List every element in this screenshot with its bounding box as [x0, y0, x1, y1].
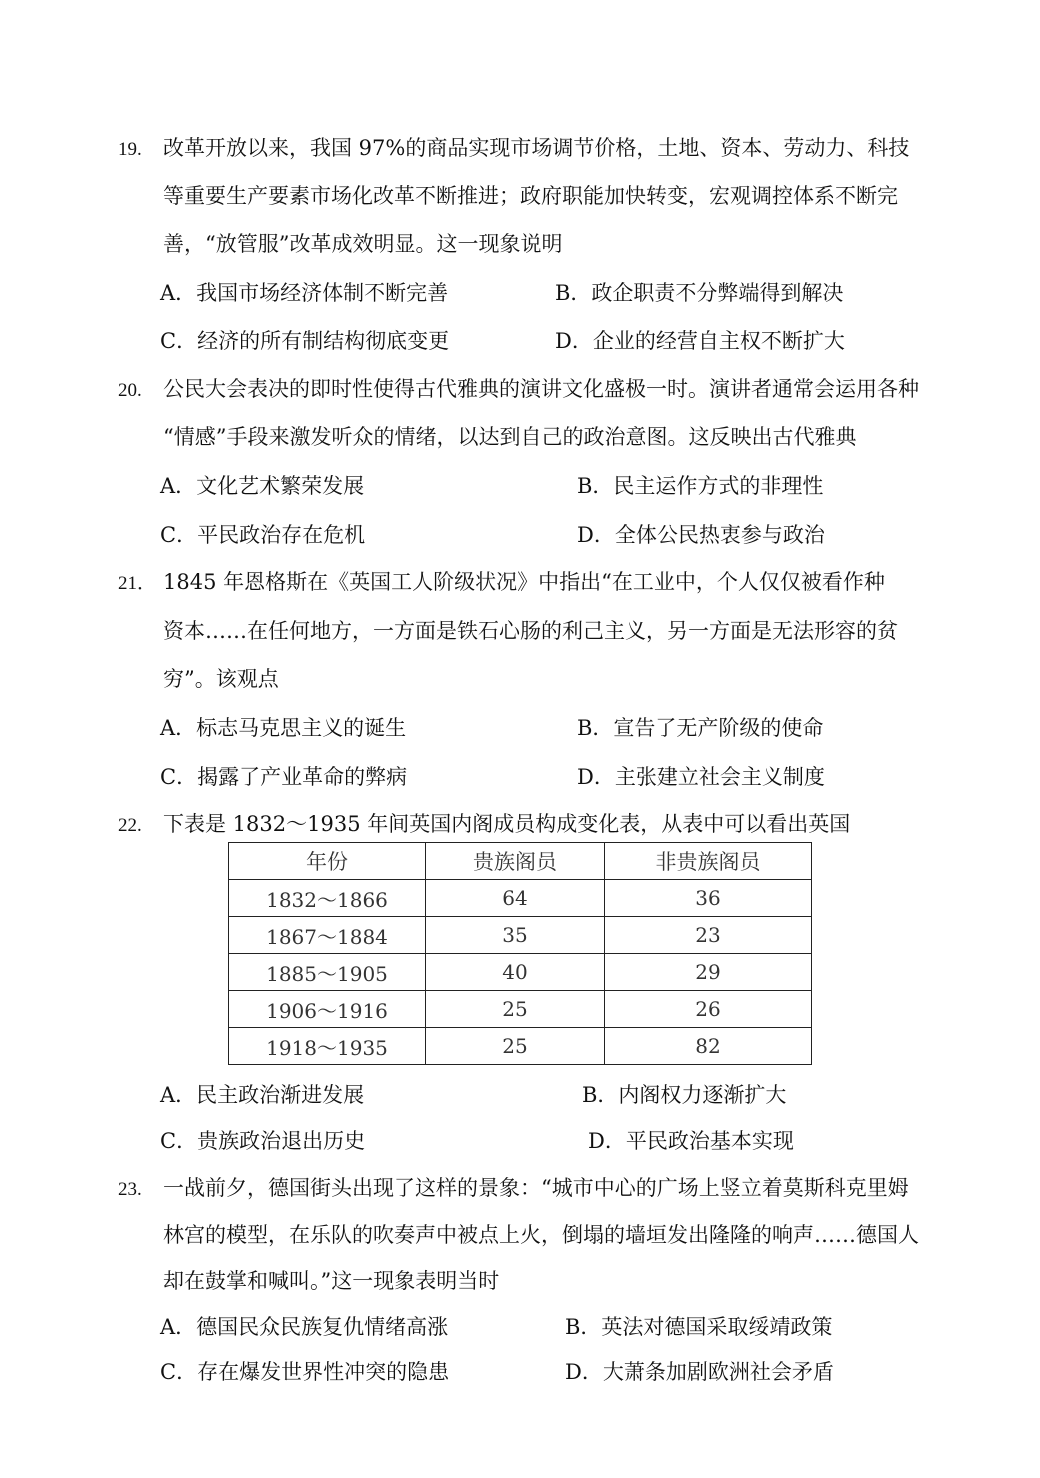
question-19-option-a: A．我国市场经济体制不断完善 [160, 281, 449, 305]
table-cell: 29 [605, 954, 812, 991]
question-20-line-2: “情感”手段来激发听众的情绪，以达到自己的政治意图。这反映出古代雅典 [163, 425, 857, 449]
question-19-option-d: D．企业的经营自主权不断扩大 [555, 329, 845, 353]
question-20-line-1: 公民大会表决的即时性使得古代雅典的演讲文化盛极一时。演讲者通常会运用各种 [163, 377, 919, 401]
question-23-option-c: C．存在爆发世界性冲突的隐患 [160, 1360, 450, 1384]
question-23-option-a: A．德国民众民族复仇情绪高涨 [160, 1315, 449, 1339]
table-cell: 35 [426, 917, 605, 954]
question-21-line-1: 1845 年恩格斯在《英国工人阶级状况》中指出“在工业中，个人仅仅被看作种 [163, 570, 885, 594]
table-cell: 64 [426, 880, 605, 917]
table-row [229, 917, 812, 954]
table-header-row [229, 843, 812, 880]
question-23-option-b: B．英法对德国采取绥靖政策 [565, 1315, 833, 1339]
cabinet-composition-table [228, 842, 812, 1065]
question-22-line-1: 下表是 1832～1935 年间英国内阁成员构成变化表，从表中可以看出英国 [163, 812, 851, 836]
question-22-option-c: C．贵族政治退出历史 [160, 1129, 366, 1153]
question-22-option-b: B．内阁权力逐渐扩大 [582, 1083, 787, 1107]
question-21-option-c: C．揭露了产业革命的弊病 [160, 765, 408, 789]
question-20-option-d: D．全体公民热衷参与政治 [577, 523, 825, 547]
question-23-line-3: 却在鼓掌和喊叫。”这一现象表明当时 [163, 1269, 500, 1293]
table-cell: 1885～1905 [229, 954, 426, 991]
question-20-option-a: A．文化艺术繁荣发展 [160, 474, 365, 498]
table-header-non-aristocrat: 非贵族阁员 [605, 843, 812, 880]
table-cell: 26 [605, 991, 812, 1028]
question-19-line-2: 等重要生产要素市场化改革不断推进；政府职能加快转变，宏观调控体系不断完 [163, 184, 898, 208]
table-header-aristocrat: 贵族阁员 [426, 843, 605, 880]
question-21-line-3: 穷”。该观点 [163, 667, 279, 691]
question-23-number: 23. [118, 1179, 142, 1200]
question-19-option-c: C．经济的所有制结构彻底变更 [160, 329, 450, 353]
question-23-line-1: 一战前夕，德国街头出现了这样的景象：“城市中心的广场上竖立着莫斯科克里姆 [163, 1176, 909, 1200]
table-cell: 36 [605, 880, 812, 917]
table-cell: 1906～1916 [229, 991, 426, 1028]
question-20-option-b: B．民主运作方式的非理性 [577, 474, 824, 498]
question-21-option-b: B．宣告了无产阶级的使命 [577, 716, 824, 740]
question-22-number: 22. [118, 815, 142, 836]
question-23-line-2: 林宫的模型，在乐队的吹奏声中被点上火，倒塌的墙垣发出隆隆的响声……德国人 [163, 1223, 919, 1247]
question-20-number: 20. [118, 380, 142, 401]
question-21-option-d: D．主张建立社会主义制度 [577, 765, 825, 789]
question-19-option-b: B．政企职责不分弊端得到解决 [555, 281, 844, 305]
table-cell: 25 [426, 1028, 605, 1065]
table-cell: 25 [426, 991, 605, 1028]
table-cell: 82 [605, 1028, 812, 1065]
question-21-line-2: 资本……在任何地方，一方面是铁石心肠的利己主义，另一方面是无法形容的贫 [163, 619, 898, 643]
question-19-line-3: 善，“放管服”改革成效明显。这一现象说明 [163, 232, 563, 256]
question-19-number: 19. [118, 139, 142, 160]
table-cell: 1867～1884 [229, 917, 426, 954]
question-20-option-c: C．平民政治存在危机 [160, 523, 366, 547]
table-cell: 40 [426, 954, 605, 991]
question-22-option-a: A．民主政治渐进发展 [160, 1083, 365, 1107]
question-21-number: 21． [118, 573, 157, 594]
table-row [229, 880, 812, 917]
table-header-year: 年份 [229, 843, 426, 880]
table-row [229, 991, 812, 1028]
table-cell: 1918～1935 [229, 1028, 426, 1065]
table-cell: 23 [605, 917, 812, 954]
question-19-line-1: 改革开放以来，我国 97%的商品实现市场调节价格，土地、资本、劳动力、科技 [163, 136, 910, 160]
table-cell: 1832～1866 [229, 880, 426, 917]
table-row [229, 1028, 812, 1065]
question-22-option-d: D．平民政治基本实现 [588, 1129, 794, 1153]
question-23-option-d: D．大萧条加剧欧洲社会矛盾 [565, 1360, 834, 1384]
table-row [229, 954, 812, 991]
question-21-option-a: A．标志马克思主义的诞生 [160, 716, 407, 740]
